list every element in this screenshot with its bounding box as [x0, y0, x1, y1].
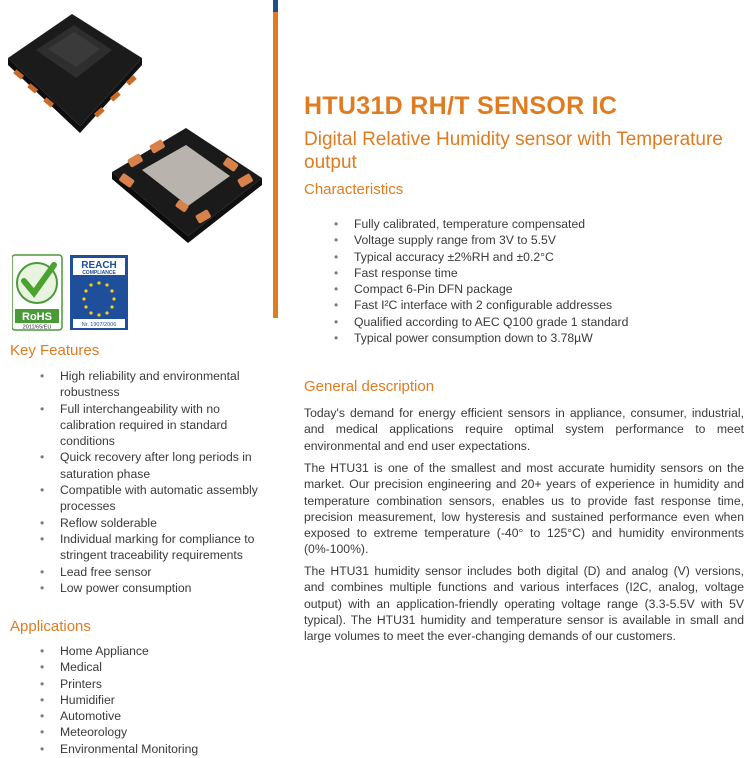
list-item: • Typical power consumption down to 3.78µW [326, 330, 736, 346]
list-item: • Typical accuracy ±2%RH and ±0.2°C [326, 249, 736, 265]
svg-text:Nr. 1907/2006: Nr. 1907/2006 [81, 322, 117, 328]
product-subtitle: Digital Relative Humidity sensor with Temperature output [304, 129, 723, 173]
applications-heading: Applications [10, 618, 91, 635]
chip-top-view [8, 14, 142, 133]
list-item: • Individual marking for compliance to stringent traceability requirements [32, 531, 272, 564]
list-item: • Full interchangeability with no calibration required in standard conditions [32, 401, 272, 450]
list-item: • Environmental Monitoring [32, 741, 272, 757]
list-item: • Low power consumption [32, 580, 272, 596]
general-description-heading: General description [304, 378, 435, 395]
compliance-logos [12, 253, 130, 333]
chip-bottom-view [112, 128, 262, 243]
list-item: • Fully calibrated, temperature compensated [326, 216, 736, 232]
list-item: • Qualified according to AEC Q100 grade 1 standard [326, 314, 736, 330]
list-item: • Medical [32, 659, 272, 675]
svg-text:REACH: REACH [81, 260, 117, 271]
list-item: • Compatible with automatic assembly processes [32, 482, 272, 515]
list-item: • High reliability and environmental robustness [32, 368, 272, 401]
blue-divider-accent [273, 0, 278, 12]
list-item: • Fast I²C interface with 2 configurable addresses [326, 297, 736, 313]
list-item: • Reflow solderable [32, 515, 272, 531]
sensor-chip-images [0, 0, 270, 250]
list-item: • Humidifier [32, 692, 272, 708]
list-item: • Compact 6-Pin DFN package [326, 281, 736, 297]
key-features-heading: Key Features [10, 342, 100, 359]
product-title: HTU31D RH/T SENSOR IC [304, 92, 618, 120]
list-item: • Automotive [32, 708, 272, 724]
svg-text:COMPLIANCE: COMPLIANCE [82, 270, 116, 276]
svg-text:RoHS: RoHS [22, 311, 52, 323]
key-features-list [32, 368, 272, 596]
list-item: • Fast response time [326, 265, 736, 281]
list-item: • Home Appliance [32, 643, 272, 659]
list-item: • Voltage supply range from 3V to 5.5V [326, 232, 736, 248]
orange-divider [273, 0, 278, 318]
list-item: • Lead free sensor [32, 564, 272, 580]
rohs-reach-badges [12, 253, 130, 333]
reach-logo [70, 255, 128, 330]
applications-list [32, 643, 272, 757]
description-paragraph-3: The HTU31 humidity sensor includes both digital (D) and analog (V) versions, and combines multiple functions and various interfaces (I2C, analog, voltage output) with an application-friendly operating voltage range (3.3-5.5V with 5V typical). The HTU31 humidity and temperature sensor is available in small and large volumes to meet the ever-changing demands of our customers. [304, 564, 744, 644]
characteristics-heading: Characteristics [304, 181, 404, 198]
svg-text:2011/65/EU: 2011/65/EU [22, 324, 52, 331]
description-paragraph-1: Today's demand for energy efficient sensors in appliance, consumer, industrial, and medical applications require optimal system performance to meet environmental and end user expectations. [304, 406, 744, 453]
list-item: • Quick recovery after long periods in saturation phase [32, 449, 272, 482]
characteristics-list [326, 216, 736, 346]
list-item: • Meteorology [32, 724, 272, 740]
description-paragraph-2: The HTU31 is one of the smallest and most accurate humidity sensors on the market. Our precision engineering and 20+ years of experience in humidity and temperature combination sensors, enables us to provide fast response time, precision measurement, low hysteresis and sustained performance even when exposed to extreme temperature (-40° to 125°C) and humidity environments (0%-100%). [304, 461, 744, 557]
list-item: • Printers [32, 676, 272, 692]
rohs-logo [12, 255, 62, 331]
